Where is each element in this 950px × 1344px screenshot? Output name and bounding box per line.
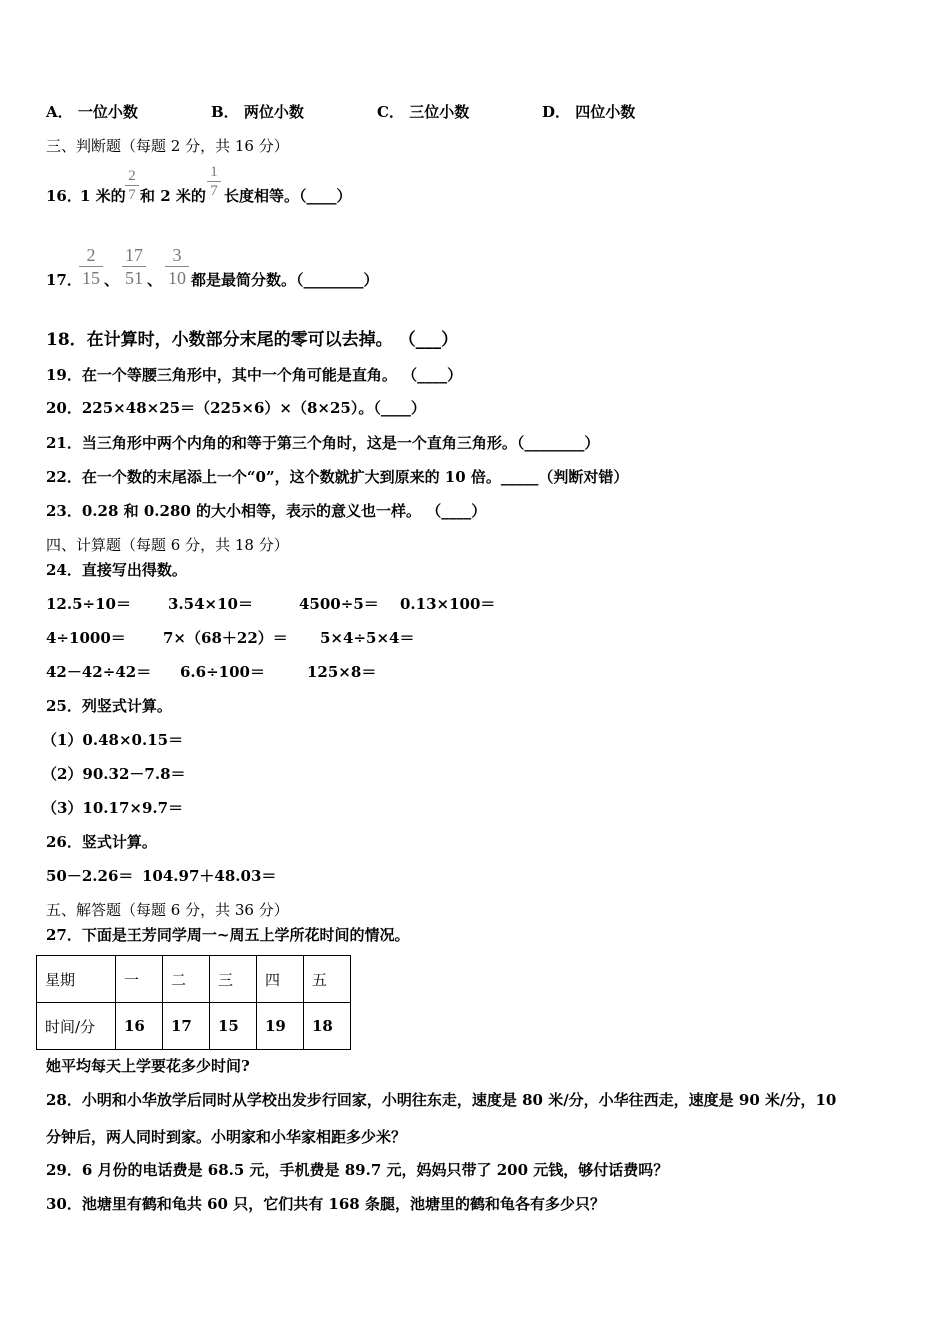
calc-item: 125×8＝ xyxy=(307,663,377,681)
calc-item: 6.6÷100＝ xyxy=(180,663,265,681)
question-25: 25．列竖式计算。 xyxy=(46,697,172,715)
calc-item: 5×4÷5×4＝ xyxy=(320,629,415,647)
fraction-3-10: $\frac{3}{10}$ xyxy=(165,244,189,289)
calc-item: 0.13×100＝ xyxy=(400,595,496,613)
calc-item: 42－42÷42＝ xyxy=(46,663,152,681)
choice-b: B． 两位小数 xyxy=(211,103,304,121)
vertical-calc-item: （3）10.17×9.7＝ xyxy=(42,799,184,817)
table-cell: 18 xyxy=(304,1003,351,1050)
calc-item: 7×（68＋22）＝ xyxy=(163,629,288,647)
table-header-row xyxy=(37,956,351,1003)
section-3-heading: 三、判断题（每题 2 分，共 16 分） xyxy=(46,137,289,155)
question-29: 29．6 月份的电话费是 68.5 元，手机费是 89.7 元，妈妈只带了 200 元钱，够付话费吗？ xyxy=(46,1161,669,1179)
question-20: 20．225×48×25＝（225×6）×（8×25）。（____） xyxy=(46,399,426,417)
table-cell: 三 xyxy=(210,956,257,1003)
vertical-calc-item: 50－2.26＝ xyxy=(46,867,134,885)
table-row xyxy=(37,1003,351,1050)
fraction-2-15: $\frac{2}{15}$ xyxy=(79,244,103,289)
vertical-calc-item: （1）0.48×0.15＝ xyxy=(42,731,184,749)
vertical-calc-item: （2）90.32－7.8＝ xyxy=(42,765,186,783)
calc-item: 12.5÷10＝ xyxy=(46,595,131,613)
question-19: 19．在一个等腰三角形中，其中一个角可能是直角。 （____） xyxy=(46,366,463,384)
section-5-heading: 五、解答题（每题 6 分，共 36 分） xyxy=(46,901,289,919)
table-cell: 16 xyxy=(116,1003,163,1050)
question-28-line-1: 28．小明和小华放学后同时从学校出发步行回家，小明往东走，速度是 80 米/分，小华往西走，速度是 90 米/分，10 xyxy=(46,1091,837,1109)
fraction-17-51: $\frac{17}{51}$ xyxy=(122,244,146,289)
question-28-line-2: 分钟后，两人同时到家。小明家和小华家相距多少米？ xyxy=(46,1128,407,1146)
table-cell: 星期 xyxy=(37,956,116,1003)
choice-c: C． 三位小数 xyxy=(377,103,470,121)
calc-item: 4÷1000＝ xyxy=(46,629,126,647)
table-cell: 五 xyxy=(304,956,351,1003)
commute-time-table xyxy=(36,955,351,1050)
question-24: 24．直接写出得数。 xyxy=(46,561,187,579)
table-cell: 四 xyxy=(257,956,304,1003)
fraction-2-7: $\frac{2}{7}$ xyxy=(125,167,139,204)
vertical-calc-item: 104.97＋48.03＝ xyxy=(142,867,277,885)
calc-item: 3.54×10＝ xyxy=(168,595,253,613)
question-22: 22．在一个数的末尾添上一个“0”，这个数就扩大到原来的 10 倍。_____（判断对错） xyxy=(46,468,629,486)
table-cell: 二 xyxy=(163,956,210,1003)
choice-d: D． 四位小数 xyxy=(542,103,636,121)
table-cell: 19 xyxy=(257,1003,304,1050)
calc-item: 4500÷5＝ xyxy=(299,595,379,613)
question-18: 18．在计算时，小数部分末尾的零可以去掉。 （___） xyxy=(46,330,459,350)
question-26: 26．竖式计算。 xyxy=(46,833,157,851)
question-23: 23．0.28 和 0.280 的大小相等，表示的意义也一样。 （____） xyxy=(46,502,487,520)
fraction-1-7: $\frac{1}{7}$ xyxy=(207,163,221,200)
question-21: 21．当三角形中两个内角的和等于第三个角时，这是一个直角三角形。（________） xyxy=(46,434,600,452)
table-cell: 17 xyxy=(163,1003,210,1050)
table-cell: 时间/分 xyxy=(37,1003,116,1050)
table-cell: 15 xyxy=(210,1003,257,1050)
question-30: 30．池塘里有鹤和龟共 60 只，它们共有 168 条腿，池塘里的鹤和龟各有多少只？ xyxy=(46,1195,605,1213)
section-4-heading: 四、计算题（每题 6 分，共 18 分） xyxy=(46,536,289,554)
choice-a: A． 一位小数 xyxy=(46,103,138,121)
question-27: 27．下面是王芳同学周一~周五上学所花时间的情况。 xyxy=(46,926,410,944)
question-27-ask: 她平均每天上学要花多少时间? xyxy=(46,1057,250,1075)
table-cell: 一 xyxy=(116,956,163,1003)
